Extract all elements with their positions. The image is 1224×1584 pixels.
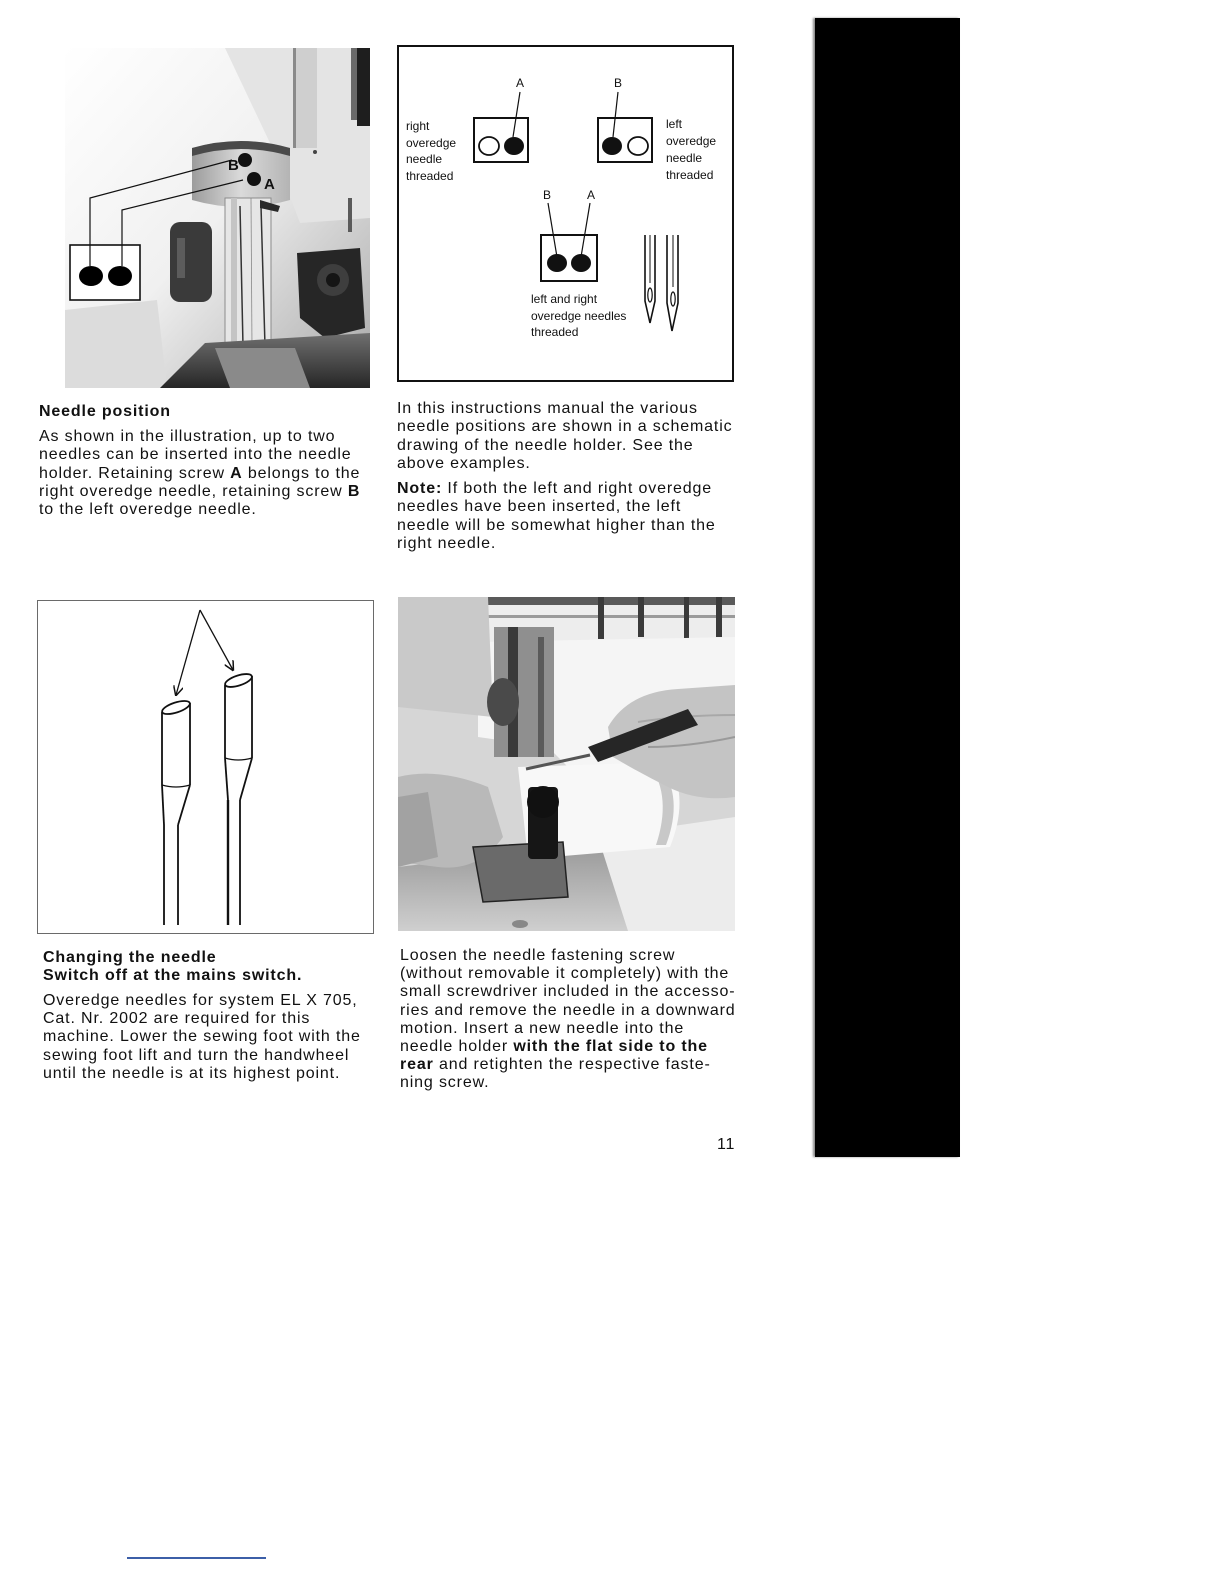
paragraph-line <box>397 517 716 535</box>
caption-line: overedge <box>666 134 717 148</box>
paragraph-line <box>400 965 736 983</box>
text-run: drawing of the needle holder. See the <box>397 436 694 454</box>
needle-flat-side-diagram <box>37 600 374 934</box>
text-run: Overedge needles for system EL X 705, <box>43 992 358 1009</box>
paragraph-line <box>39 446 360 464</box>
screw-b-label: B <box>228 157 239 174</box>
needle-dot-left <box>79 266 103 286</box>
paragraph-line <box>43 1047 361 1065</box>
paragraph-line <box>400 947 736 965</box>
text-run: right needle. <box>397 534 497 552</box>
text-run: sewing foot lift and turn the handwheel <box>43 1046 350 1064</box>
text-run: Cat. Nr. 2002 are required for this <box>43 1010 311 1028</box>
text-run: and retighten the respective faste- <box>433 1056 711 1074</box>
text-run: (without removable it completely) with the <box>400 965 730 983</box>
note-paragraph <box>397 480 716 553</box>
screw-a-term: A <box>230 464 243 482</box>
paragraph-line <box>400 1002 736 1020</box>
paragraph-line <box>397 437 732 455</box>
thread-guide-knob <box>170 222 212 302</box>
paragraph-line <box>39 483 360 501</box>
section-tab-bar <box>815 18 960 1157</box>
schematic-bottom-label-a: A <box>586 188 596 202</box>
screw-b-term: B <box>347 482 361 500</box>
text-run: machine. Lower the sewing foot with the <box>43 1028 361 1046</box>
screwdriver-photo <box>398 597 735 931</box>
paragraph-line <box>43 1010 361 1028</box>
paragraph-line <box>43 992 361 1010</box>
paragraph-line <box>39 428 360 446</box>
paragraph-line <box>400 1020 736 1038</box>
caption-line: overedge <box>406 136 457 150</box>
changing-needle-paragraph <box>43 992 361 1083</box>
caption-line: needle <box>406 152 443 166</box>
paragraph-line <box>397 535 716 553</box>
paragraph-line <box>39 501 360 519</box>
needle-position-heading: Needle position <box>39 403 171 420</box>
text-run: In this instructions manual the various <box>397 400 698 417</box>
text-run: needles have been inserted, the left <box>397 498 682 516</box>
caption-line: threaded <box>666 168 714 182</box>
paragraph-line <box>397 480 716 498</box>
text-run: right overedge needle, retaining screw <box>39 482 348 500</box>
flat-side-emphasis: rear <box>400 1056 434 1074</box>
paragraph-line <box>43 1065 361 1083</box>
diagram-frame <box>38 601 374 934</box>
text-run: ries and remove the needle in a downward <box>400 1001 736 1019</box>
text-run: belongs to the <box>242 464 361 482</box>
schematic-top-label-b: B <box>613 76 623 90</box>
paragraph-line <box>400 1074 736 1092</box>
needle-dot-right <box>108 266 132 286</box>
paragraph-line <box>39 465 360 483</box>
needle-position-paragraph <box>39 428 360 519</box>
text-run: above examples. <box>397 454 531 472</box>
text-run: As shown in the illustration, up to two <box>39 428 336 445</box>
screw-a-label: A <box>264 176 275 193</box>
retaining-screw-a <box>247 172 261 186</box>
schematic-top-label-a: A <box>515 76 525 90</box>
page-number: 11 <box>717 1136 736 1153</box>
needle-clamp-mechanism <box>487 627 554 757</box>
paragraph-line <box>397 418 732 436</box>
caption-line: threaded <box>531 325 579 339</box>
changing-needle-headings <box>43 949 302 984</box>
text-run: small screwdriver included in the accesso- <box>400 983 736 1001</box>
loosen-screw-paragraph <box>400 947 736 1093</box>
flat-side-emphasis: with the flat side to the <box>513 1038 708 1056</box>
paragraph-line <box>400 983 736 1001</box>
text-run: motion. Insert a new needle into the <box>400 1019 685 1037</box>
text-run: needle will be somewhat higher than the <box>397 516 716 534</box>
note-label: Note: <box>397 480 443 497</box>
schematic-explanation-paragraph <box>397 400 732 473</box>
caption-line: needle <box>666 151 703 165</box>
caption-line: left and right <box>531 292 598 306</box>
text-run: If both the left and right overedge <box>442 480 713 497</box>
caption-line: right <box>406 119 430 133</box>
text-run: needle holder <box>400 1038 514 1056</box>
schematic-examples-box <box>397 45 734 382</box>
paragraph-line <box>397 498 716 516</box>
paragraph-line <box>43 1028 361 1046</box>
plate-screw <box>512 920 528 928</box>
presser-foot-post <box>527 786 559 859</box>
text-run: to the left overedge needle. <box>39 501 257 519</box>
schematic-bottom-label-b: B <box>542 188 552 202</box>
paragraph-line <box>397 400 732 418</box>
bottom-rule <box>127 1557 266 1559</box>
paragraph-line <box>400 1038 736 1056</box>
paragraph-line <box>397 455 732 473</box>
caption-line: overedge needles <box>531 309 627 323</box>
text-run: needle positions are shown in a schematic <box>397 418 733 436</box>
machine-side <box>398 597 493 717</box>
text-run: Loosen the needle fastening screw <box>400 947 676 964</box>
text-run: holder. Retaining screw <box>39 464 231 482</box>
retaining-screw-b <box>238 153 252 167</box>
changing-needle-heading: Changing the needle <box>43 949 217 966</box>
needle-holder-photo <box>65 48 370 388</box>
needle-bar-clamp <box>192 141 290 207</box>
paragraph-line <box>400 1056 736 1074</box>
caption-line: left <box>666 117 683 131</box>
mains-switch-warning: Switch off at the mains switch. <box>43 966 303 984</box>
caption-line: threaded <box>406 169 454 183</box>
text-run: ning screw. <box>400 1074 490 1092</box>
text-run: until the needle is at its highest point. <box>43 1064 341 1082</box>
text-run: needles can be inserted into the needle <box>39 446 352 464</box>
